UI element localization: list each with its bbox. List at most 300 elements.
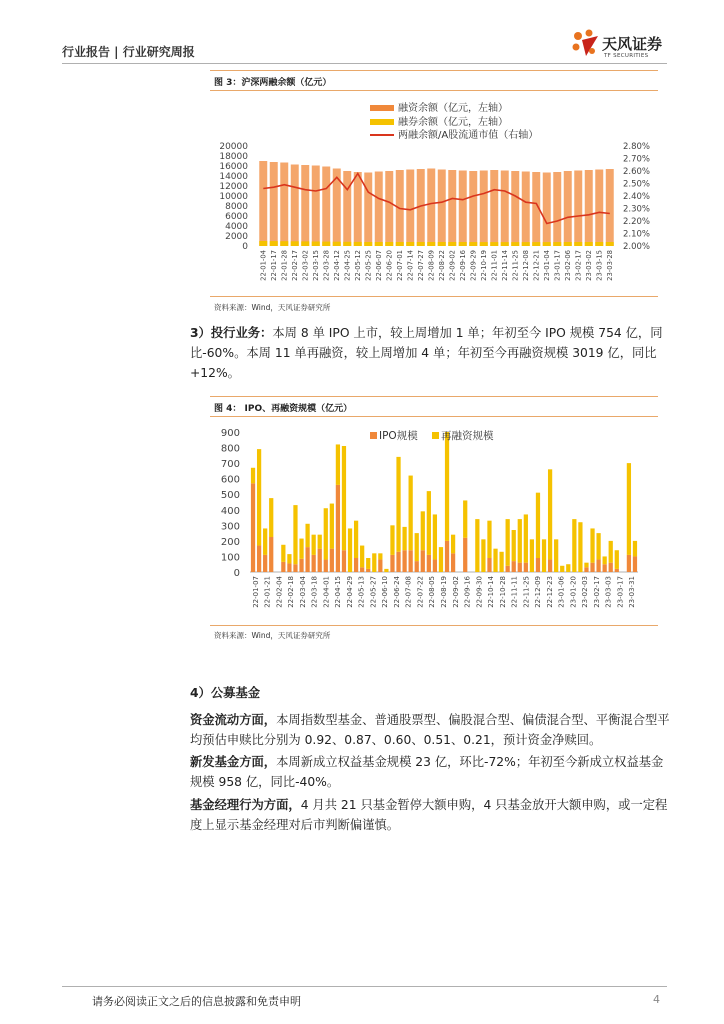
ipo-bar <box>603 564 607 572</box>
lending-bar <box>532 242 540 246</box>
ipo-bar <box>396 552 400 572</box>
x-tick-label: 22-08-19 <box>440 576 448 608</box>
financing-bar <box>438 170 446 247</box>
x-tick-label: 22-09-02 <box>448 250 457 281</box>
x-tick-label: 22-01-07 <box>251 576 260 608</box>
ipo-bar <box>257 546 261 572</box>
refinancing-bar <box>330 504 334 549</box>
refinancing-bar <box>518 519 522 563</box>
legend-ipo-label: IPO规模 <box>379 430 418 442</box>
figure4-bottom-rule <box>210 625 658 626</box>
financing-bar <box>490 170 498 246</box>
financing-bar <box>585 170 593 246</box>
logo-mark-icon <box>568 26 602 60</box>
financing-bar <box>280 163 288 247</box>
para-investment-banking-label: 3）投行业务： <box>190 326 273 340</box>
footer-disclaimer: 请务必阅读正文之后的信息披露和免责申明 <box>92 995 301 1008</box>
refinancing-bar <box>554 539 558 572</box>
refinancing-bar <box>396 457 400 552</box>
y-right-tick-label: 2.30% <box>623 204 651 215</box>
financing-bar <box>553 172 561 246</box>
refinancing-bar <box>366 558 370 569</box>
refinancing-bar <box>463 500 467 537</box>
lending-bar <box>522 242 530 246</box>
refinancing-bar <box>445 432 449 541</box>
refinancing-bar <box>451 535 455 554</box>
x-tick-label: 23-03-31 <box>628 576 637 608</box>
financing-bar <box>343 171 351 246</box>
lending-bar <box>511 242 519 246</box>
lending-bar <box>480 242 488 246</box>
refinancing-bar <box>312 535 316 555</box>
x-tick-label: 23-03-03 <box>604 576 613 608</box>
y-tick-label: 900 <box>220 428 240 439</box>
y-right-tick-label: 2.00% <box>623 242 651 252</box>
refinancing-bar <box>578 522 582 572</box>
legend-refinancing-label: 再融资规模 <box>441 430 494 442</box>
x-tick-label: 22-09-29 <box>469 250 478 281</box>
financing-bar <box>354 172 362 246</box>
refinancing-bar <box>493 549 497 572</box>
x-tick-label: 23-01-06 <box>557 576 566 608</box>
x-tick-label: 22-06-07 <box>374 250 383 281</box>
lending-bar <box>312 242 320 247</box>
x-tick-label: 22-01-28 <box>280 250 289 281</box>
lending-bar <box>553 242 561 246</box>
financing-bar <box>427 169 435 247</box>
ipo-bar <box>336 485 340 572</box>
ipo-bar <box>287 563 291 572</box>
ipo-bar <box>548 560 552 572</box>
financing-bar <box>522 172 530 247</box>
x-tick-label: 22-12-23 <box>545 576 554 608</box>
financing-bar <box>259 161 267 246</box>
x-tick-label: 22-07-22 <box>416 576 425 608</box>
x-tick-label: 22-12-08 <box>521 250 530 281</box>
figure4-top-rule <box>210 396 658 397</box>
lending-bar <box>574 242 582 246</box>
refinancing-bar <box>305 524 309 547</box>
ipo-bar <box>378 560 382 572</box>
y-left-tick-label: 10000 <box>219 192 248 202</box>
x-tick-label: 22-11-11 <box>510 576 519 608</box>
refinancing-bar <box>542 539 546 572</box>
logo-name: 天风证券 <box>602 35 663 53</box>
lending-bar <box>291 241 299 246</box>
lending-bar <box>417 242 425 246</box>
ipo-bar <box>251 483 255 572</box>
ipo-bar <box>615 569 619 572</box>
lending-bar <box>459 242 467 246</box>
ipo-bar <box>609 563 613 572</box>
ipo-bar <box>421 550 425 572</box>
ipo-bar <box>402 550 406 572</box>
ipo-bar <box>312 555 316 572</box>
ipo-bar <box>596 560 600 572</box>
x-tick-label: 22-03-02 <box>301 250 310 281</box>
financing-bar <box>312 166 320 247</box>
financing-bar <box>270 162 278 246</box>
header-divider <box>62 63 667 64</box>
y-tick-label: 700 <box>220 459 240 471</box>
y-left-tick-label: 14000 <box>219 172 248 182</box>
financing-bar <box>469 171 477 246</box>
ipo-bar <box>281 562 285 572</box>
logo-sub: TF SECURITIES <box>604 53 649 59</box>
y-tick-label: 500 <box>220 490 240 502</box>
financing-bar <box>322 167 330 247</box>
refinancing-bar <box>633 541 637 557</box>
lending-bar <box>585 242 593 246</box>
figure3-chart <box>210 96 658 296</box>
figure3-title-rule <box>210 90 658 91</box>
figure4-chart <box>210 420 658 625</box>
refinancing-bar <box>293 505 297 564</box>
y-right-tick-label: 2.10% <box>623 229 651 240</box>
ipo-bar <box>318 549 322 572</box>
ipo-bar <box>512 561 516 572</box>
financing-bar <box>375 172 383 247</box>
para-fund-flow <box>190 710 670 750</box>
figure3-top-rule <box>210 70 658 71</box>
refinancing-bar <box>506 519 510 566</box>
refinancing-bar <box>336 444 340 484</box>
y-right-tick-label: 2.70% <box>623 154 651 165</box>
lending-bar <box>343 242 351 246</box>
ipo-bar <box>524 563 528 572</box>
refinancing-bar <box>251 468 255 484</box>
y-left-tick-label: 20000 <box>219 142 248 152</box>
refinancing-bar <box>481 539 485 572</box>
para-fund-managers-text: 4 月共 21 只基金暂停大额申购，4 只基金放开大额申购，或一定程度上显示基金经理对后市判断偏谨慎。 <box>190 798 668 832</box>
ipo-bar <box>590 563 594 572</box>
x-tick-label: 22-01-17 <box>269 250 278 281</box>
y-right-tick-label: 2.50% <box>623 179 651 190</box>
refinancing-bar <box>378 553 382 559</box>
x-tick-label: 22-09-30 <box>475 576 484 608</box>
x-tick-label: 23-01-20 <box>569 576 578 608</box>
refinancing-bar <box>287 554 291 563</box>
ipo-bar <box>299 559 303 572</box>
y-left-tick-label: 2000 <box>225 232 248 242</box>
para-new-funds-text: 本周新成立权益基金规模 23 亿，环比-72%；年初至今新成立权益基金规模 958 亿，同比-40%。 <box>190 755 664 789</box>
x-tick-label: 22-02-17 <box>290 250 299 281</box>
x-tick-label: 22-03-28 <box>322 250 331 281</box>
x-tick-label: 23-03-28 <box>605 250 614 281</box>
ipo-bar <box>445 541 449 572</box>
lending-bar <box>406 242 414 246</box>
ipo-bar <box>293 564 297 572</box>
refinancing-bar <box>548 469 552 559</box>
refinancing-bar <box>360 546 364 568</box>
refinancing-bar <box>427 491 431 555</box>
refinancing-bar <box>348 528 352 572</box>
refinancing-bar <box>475 519 479 572</box>
x-tick-label: 22-09-16 <box>458 250 467 281</box>
x-tick-label: 22-04-12 <box>332 250 341 281</box>
lending-bar <box>301 241 309 246</box>
financing-bar <box>301 165 309 246</box>
refinancing-bar <box>512 530 516 561</box>
para-investment-banking <box>190 323 670 383</box>
refinancing-bar <box>299 539 303 559</box>
ipo-bar <box>451 553 455 572</box>
x-tick-label: 23-03-02 <box>584 250 593 281</box>
x-tick-label: 23-03-17 <box>616 576 625 608</box>
financing-bar <box>606 169 614 246</box>
x-tick-label: 22-07-01 <box>395 250 404 281</box>
refinancing-bar <box>433 514 437 559</box>
x-tick-label: 23-01-17 <box>553 250 562 281</box>
x-tick-label: 22-09-02 <box>451 576 460 608</box>
lending-bar <box>259 241 267 246</box>
x-tick-label: 22-02-18 <box>287 576 296 608</box>
financing-bar <box>291 165 299 247</box>
x-tick-label: 22-09-16 <box>463 576 472 608</box>
y-left-tick-label: 4000 <box>225 222 248 232</box>
x-tick-label: 22-07-14 <box>406 250 415 281</box>
y-right-tick-label: 2.20% <box>623 217 651 227</box>
y-left-tick-label: 16000 <box>219 162 248 172</box>
x-tick-label: 22-02-04 <box>275 576 284 608</box>
lending-bar <box>270 241 278 246</box>
x-tick-label: 22-03-15 <box>311 250 320 281</box>
section-heading <box>190 683 260 703</box>
lending-bar <box>364 242 372 246</box>
ipo-bar <box>536 558 540 572</box>
refinancing-bar <box>324 508 328 559</box>
refinancing-bar <box>409 476 413 551</box>
ipo-bar <box>584 567 588 572</box>
x-tick-label: 22-11-01 <box>490 250 499 281</box>
ipo-bar <box>506 566 510 572</box>
x-tick-label: 22-06-10 <box>381 576 390 608</box>
x-tick-label: 23-02-17 <box>592 576 601 608</box>
x-tick-label: 23-02-17 <box>574 250 583 281</box>
refinancing-bar <box>603 556 607 564</box>
ipo-bar <box>366 569 370 572</box>
x-tick-label: 22-10-14 <box>487 576 496 608</box>
lending-bar <box>385 242 393 246</box>
y-tick-label: 100 <box>220 552 240 564</box>
y-left-tick-label: 18000 <box>219 152 248 162</box>
refinancing-bar <box>402 527 406 550</box>
refinancing-bar <box>372 553 376 572</box>
refinancing-bar <box>390 525 394 555</box>
legend-lending-label: 融券余额（亿元，左轴） <box>398 117 508 128</box>
y-tick-label: 0 <box>233 568 240 579</box>
figure4-source: 资料来源：Wind，天风证券研究所 <box>214 631 331 640</box>
x-tick-label: 22-10-19 <box>479 250 488 281</box>
x-tick-label: 22-01-04 <box>259 250 268 281</box>
x-tick-label: 22-04-29 <box>345 576 354 608</box>
refinancing-bar <box>524 514 528 562</box>
lending-bar <box>564 242 572 246</box>
ipo-bar <box>324 560 328 572</box>
x-tick-label: 22-04-01 <box>322 576 331 608</box>
legend-ipo-swatch <box>370 432 377 439</box>
lending-bar <box>333 242 341 246</box>
ipo-bar <box>409 550 413 572</box>
x-tick-label: 22-07-08 <box>404 576 413 608</box>
y-left-tick-label: 6000 <box>225 212 248 222</box>
financing-bar <box>511 171 519 246</box>
x-tick-label: 22-05-12 <box>353 250 362 281</box>
para-new-funds <box>190 752 670 792</box>
refinancing-bar <box>590 528 594 562</box>
lending-bar <box>595 242 603 246</box>
para-fund-managers-label: 基金经理行为方面， <box>190 798 301 812</box>
x-tick-label: 23-01-04 <box>542 250 551 281</box>
lending-bar <box>427 242 435 246</box>
ipo-bar <box>342 550 346 572</box>
lending-bar <box>280 241 288 246</box>
x-tick-label: 23-02-03 <box>581 576 590 608</box>
x-tick-label: 22-08-22 <box>437 250 446 281</box>
figure3-source: 资料来源：Wind，天风证券研究所 <box>214 303 331 312</box>
ipo-bar <box>269 537 273 572</box>
lending-bar <box>354 242 362 246</box>
x-tick-label: 22-11-25 <box>511 250 520 281</box>
para-fund-flow-text: 本周指数型基金、普通股票型、偏股混合型、偏债混合型、平衡混合型平均预估申赎比分别为 0.92、0.87、0.60、0.51、0.21，预计资金净赎回。 <box>190 713 670 747</box>
para-fund-managers <box>190 795 670 835</box>
ipo-bar <box>633 556 637 572</box>
x-tick-label: 22-10-28 <box>498 576 507 608</box>
refinancing-bar <box>609 541 613 563</box>
financing-bar <box>595 170 603 247</box>
ipo-bar <box>305 547 309 572</box>
refinancing-bar <box>342 446 346 550</box>
refinancing-bar <box>269 498 273 537</box>
refinancing-bar <box>566 564 570 572</box>
refinancing-bar <box>627 463 631 555</box>
refinancing-bar <box>584 563 588 568</box>
page-number: 4 <box>653 993 660 1006</box>
x-tick-label: 22-05-25 <box>364 250 373 281</box>
header-title: 行业报告 | 行业研究周报 <box>62 45 195 59</box>
footer-divider <box>62 986 667 987</box>
x-tick-label: 22-11-14 <box>500 250 509 281</box>
financing-bar <box>364 173 372 247</box>
ipo-bar <box>433 560 437 572</box>
refinancing-bar <box>439 547 443 572</box>
refinancing-bar <box>487 521 491 558</box>
financing-bar <box>459 171 467 247</box>
x-tick-label: 22-11-25 <box>522 576 531 608</box>
y-tick-label: 300 <box>220 521 240 533</box>
x-tick-label: 22-04-25 <box>343 250 352 281</box>
refinancing-bar <box>560 566 564 572</box>
financing-bar <box>501 171 509 247</box>
financing-bar <box>480 171 488 247</box>
financing-bar <box>385 171 393 246</box>
lending-bar <box>438 242 446 246</box>
lending-bar <box>501 242 509 246</box>
financing-bar <box>543 173 551 247</box>
x-tick-label: 22-06-20 <box>385 250 394 281</box>
financing-bar <box>564 171 572 246</box>
figure3-title: 图 3：沪深两融余额（亿元） <box>214 78 332 88</box>
para-new-funds-label: 新发基金方面， <box>190 755 277 769</box>
x-tick-label: 22-05-13 <box>357 576 366 608</box>
lending-bar <box>448 242 456 246</box>
ipo-bar <box>415 561 419 572</box>
x-tick-label: 22-03-18 <box>310 576 319 608</box>
x-tick-label: 22-08-05 <box>428 576 437 608</box>
refinancing-bar <box>596 533 600 559</box>
legend-financing-label: 融资余额（亿元，左轴） <box>398 103 508 114</box>
lending-bar <box>543 242 551 246</box>
financing-bar <box>448 170 456 246</box>
lending-bar <box>322 242 330 246</box>
y-tick-label: 800 <box>220 443 240 455</box>
refinancing-bar <box>354 521 358 558</box>
refinancing-bar <box>263 528 267 554</box>
y-left-tick-label: 12000 <box>219 182 248 192</box>
y-left-tick-label: 0 <box>242 242 248 252</box>
ipo-bar <box>360 567 364 572</box>
refinancing-bar <box>421 511 425 550</box>
financing-bar <box>574 171 582 247</box>
section4-heading: 4）公募基金 <box>190 686 261 700</box>
para-fund-flow-label: 资金流动方面， <box>190 713 277 727</box>
refinancing-bar <box>499 552 503 572</box>
x-tick-label: 22-12-21 <box>532 250 541 281</box>
x-tick-label: 23-02-06 <box>563 250 572 281</box>
figure4-title-rule <box>210 416 658 417</box>
y-left-tick-label: 8000 <box>225 202 248 212</box>
x-tick-label: 23-03-15 <box>595 250 604 281</box>
refinancing-bar <box>530 539 534 572</box>
ipo-bar <box>263 555 267 572</box>
x-tick-label: 22-01-21 <box>263 576 272 608</box>
y-right-tick-label: 2.60% <box>623 167 651 177</box>
lending-bar <box>396 242 404 246</box>
y-right-tick-label: 2.40% <box>623 192 651 202</box>
ipo-bar <box>518 563 522 572</box>
x-tick-label: 22-12-09 <box>534 576 543 608</box>
refinancing-bar <box>572 519 576 572</box>
lending-bar <box>375 242 383 246</box>
ipo-bar <box>354 558 358 572</box>
refinancing-bar <box>536 493 540 558</box>
y-tick-label: 600 <box>220 474 240 486</box>
legend-financing-swatch <box>370 105 394 111</box>
refinancing-bar <box>257 449 261 545</box>
ipo-bar <box>487 558 491 572</box>
y-tick-label: 200 <box>220 536 240 548</box>
ipo-bar <box>330 549 334 572</box>
ipo-bar <box>463 538 467 572</box>
ipo-bar <box>427 555 431 572</box>
lending-bar <box>490 242 498 246</box>
refinancing-bar <box>281 545 285 562</box>
legend-refinancing-swatch <box>432 432 439 439</box>
financing-bar <box>406 170 414 247</box>
ipo-bar <box>627 555 631 572</box>
refinancing-bar <box>415 533 419 561</box>
x-tick-label: 22-03-04 <box>298 576 307 608</box>
figure4-title: 图 4： IPO、再融资规模（亿元） <box>214 404 353 414</box>
x-tick-label: 22-05-27 <box>369 576 378 608</box>
legend-lending-swatch <box>370 119 394 125</box>
x-tick-label: 22-08-09 <box>427 250 436 281</box>
para-investment-banking-text: 本周 8 单 IPO 上市，较上周增加 1 单；年初至今 IPO 规模 754 亿，同比-60%。本周 11 单再融资，较上周增加 4 单；年初至今再融资规模 3019 亿，同比+12%。 <box>190 326 663 380</box>
lending-bar <box>469 242 477 246</box>
y-right-tick-label: 2.80% <box>623 142 651 152</box>
refinancing-bar <box>615 550 619 569</box>
x-tick-label: 22-06-24 <box>392 576 401 608</box>
